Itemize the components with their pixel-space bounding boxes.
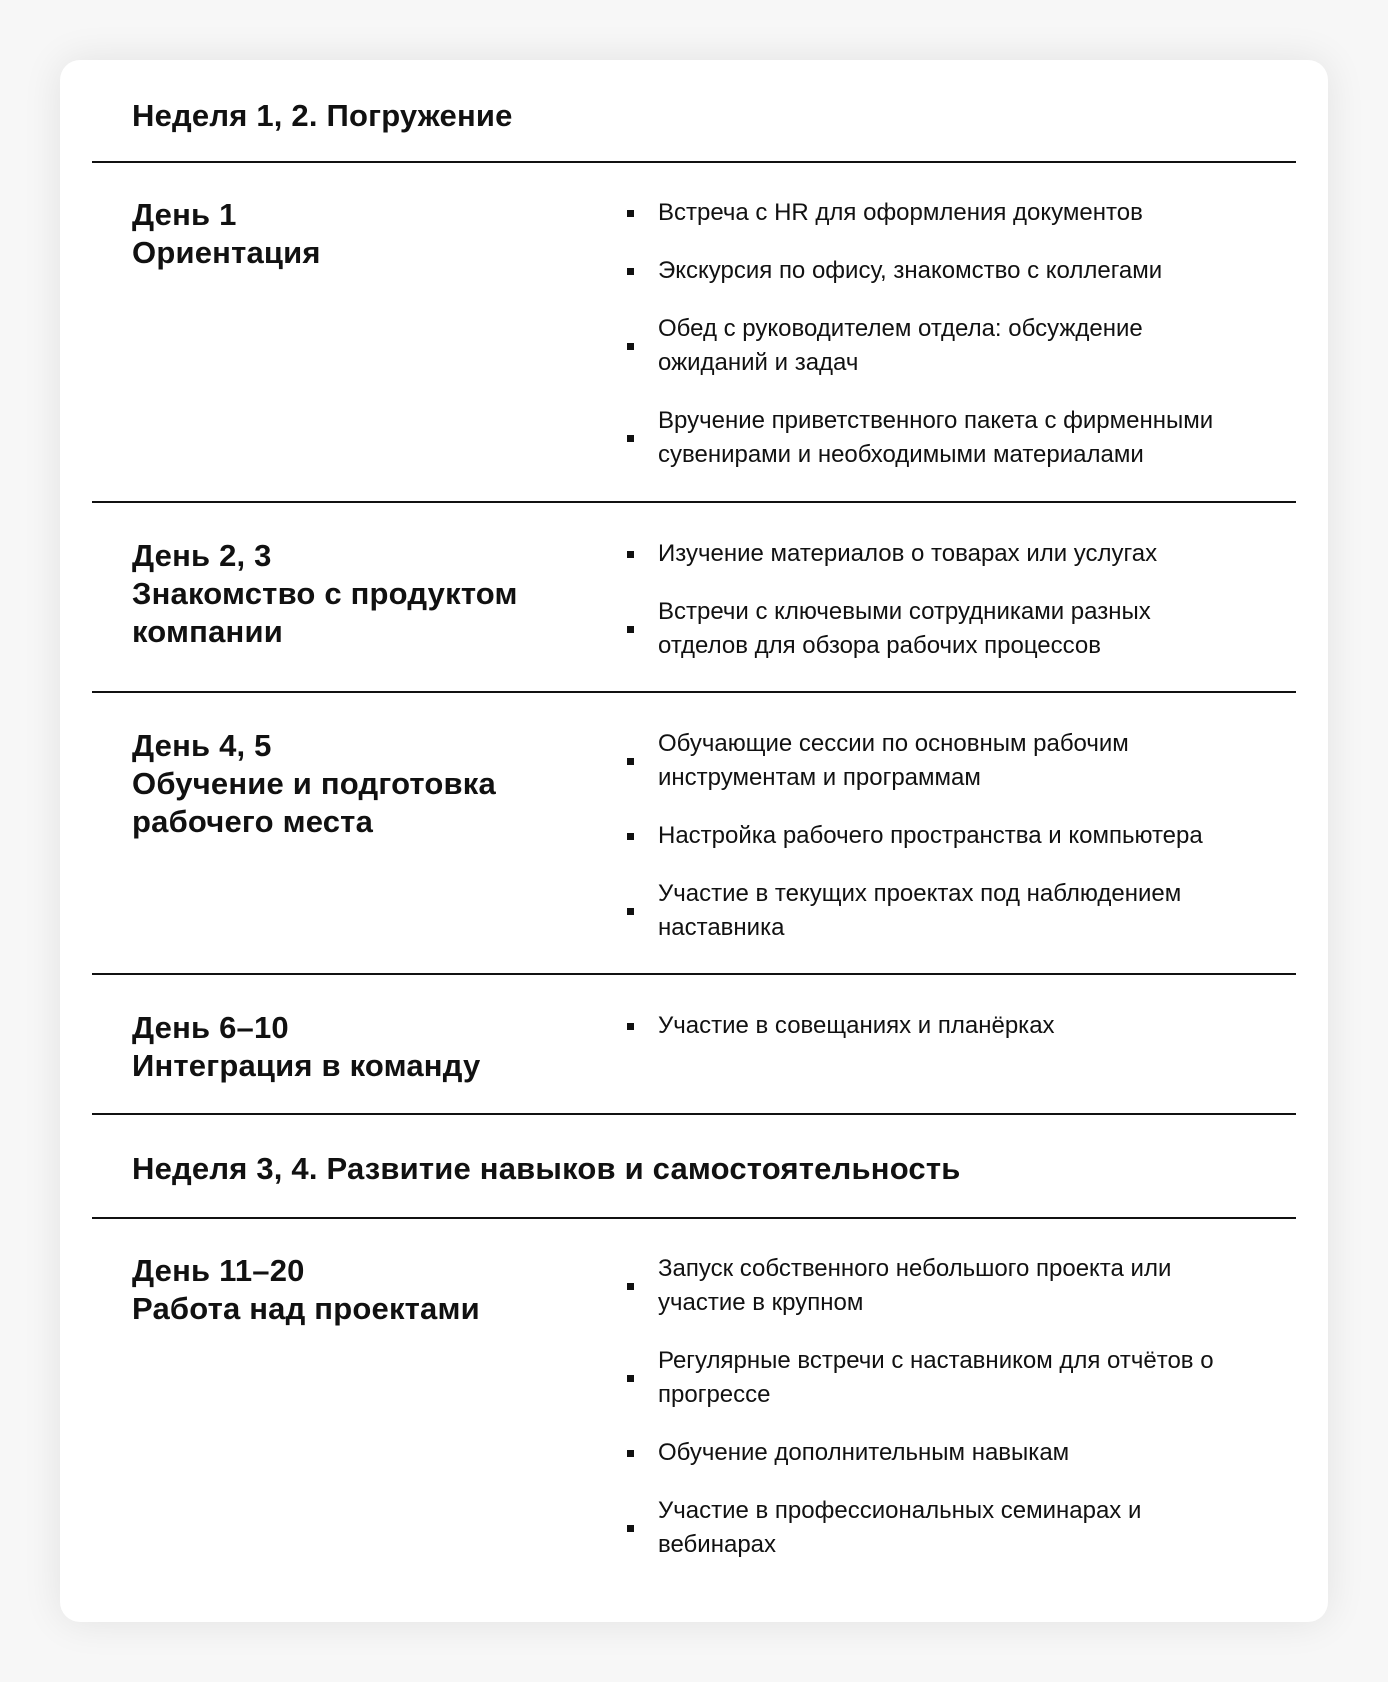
list-item	[620, 537, 1195, 571]
divider	[92, 161, 1296, 163]
divider	[92, 501, 1296, 503]
square-bullet-icon	[627, 1375, 634, 1382]
task-list-day-4-5	[620, 727, 1240, 945]
day-block-2-3	[132, 537, 612, 651]
task-list-day-6-10	[620, 1009, 1260, 1043]
list-item	[620, 1252, 1220, 1320]
task-list-day-11-20	[620, 1252, 1220, 1562]
list-item	[620, 254, 1250, 288]
task-list-day-1	[620, 196, 1250, 472]
list-item-text: Встречи с ключевыми сотрудниками разных отделов для обзора рабочих процессов	[658, 598, 1151, 659]
list-item	[620, 404, 1250, 472]
list-item	[620, 1436, 1220, 1470]
square-bullet-icon	[627, 1450, 634, 1457]
divider	[92, 973, 1296, 975]
divider	[92, 1217, 1296, 1219]
week-title-1: Неделя 1, 2. Погружение	[132, 98, 513, 133]
square-bullet-icon	[627, 1283, 634, 1290]
square-bullet-icon	[627, 833, 634, 840]
square-bullet-icon	[627, 210, 634, 217]
day-label: День 11–20	[132, 1253, 305, 1288]
list-item-text: Экскурсия по офису, знакомство с коллегами	[658, 257, 1163, 284]
list-item	[620, 196, 1250, 230]
day-label: День 4, 5	[132, 728, 272, 763]
list-item	[620, 1344, 1220, 1412]
list-item-text: Запуск собственного небольшого проекта или участие в крупном	[658, 1255, 1172, 1316]
list-item-text: Настройка рабочего пространства и компьютера	[658, 822, 1203, 849]
list-item-text: Вручение приветственного пакета с фирменными сувенирами и необходимыми материалами	[658, 407, 1214, 468]
day-label: День 2, 3	[132, 538, 272, 573]
list-item	[620, 819, 1240, 853]
list-item-text: Обед с руководителем отдела: обсуждение ожиданий и задач	[658, 315, 1143, 376]
list-item-text: Встреча с HR для оформления документов	[658, 199, 1143, 226]
square-bullet-icon	[627, 1525, 634, 1532]
square-bullet-icon	[627, 1023, 634, 1030]
day-block-11-20	[132, 1252, 612, 1328]
week-title-2: Неделя 3, 4. Развитие навыков и самостоятельность	[132, 1151, 961, 1186]
day-topic: Работа над проектами	[132, 1291, 480, 1326]
square-bullet-icon	[627, 551, 634, 558]
square-bullet-icon	[627, 343, 634, 350]
day-block-1	[132, 196, 612, 272]
day-label: День 1	[132, 197, 237, 232]
day-topic: Обучение и подготовка рабочего места	[132, 766, 496, 839]
day-label: День 6–10	[132, 1010, 289, 1045]
list-item	[620, 1009, 1260, 1043]
square-bullet-icon	[627, 268, 634, 275]
list-item-text: Изучение материалов о товарах или услугах	[658, 540, 1158, 567]
square-bullet-icon	[627, 758, 634, 765]
day-block-6-10	[132, 1009, 612, 1085]
divider	[92, 1113, 1296, 1115]
day-topic: Ориентация	[132, 235, 321, 270]
list-item	[620, 595, 1195, 663]
day-topic: Знакомство с продуктом компании	[132, 576, 518, 649]
list-item	[620, 727, 1240, 795]
list-item-text: Участие в профессиональных семинарах и вебинарах	[658, 1497, 1142, 1558]
list-item-text: Обучение дополнительным навыкам	[658, 1439, 1070, 1466]
task-list-day-2-3	[620, 537, 1195, 663]
list-item-text: Участие в текущих проектах под наблюдением наставника	[658, 880, 1182, 941]
square-bullet-icon	[627, 435, 634, 442]
square-bullet-icon	[627, 908, 634, 915]
divider	[92, 691, 1296, 693]
list-item-text: Участие в совещаниях и планёрках	[658, 1012, 1055, 1039]
list-item	[620, 1494, 1220, 1562]
list-item	[620, 312, 1250, 380]
list-item	[620, 877, 1240, 945]
day-topic: Интеграция в команду	[132, 1048, 481, 1083]
square-bullet-icon	[627, 626, 634, 633]
day-block-4-5	[132, 727, 612, 841]
list-item-text: Регулярные встречи с наставником для отчётов о прогрессе	[658, 1347, 1214, 1408]
list-item-text: Обучающие сессии по основным рабочим инструментам и программам	[658, 730, 1129, 791]
